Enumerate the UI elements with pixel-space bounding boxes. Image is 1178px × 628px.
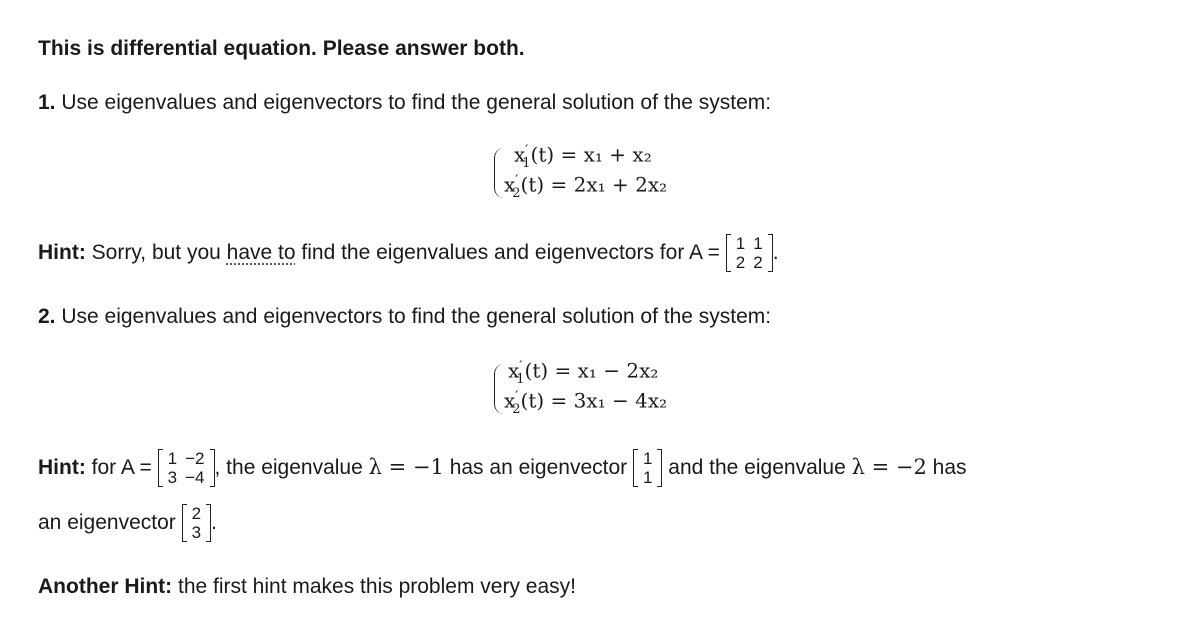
q2-lambda-1: λ = −1	[368, 455, 444, 479]
intro-text: This is differential equation. Please answer both.	[38, 37, 525, 60]
intro-line	[38, 38, 525, 59]
q2-brace	[494, 364, 504, 414]
q2-text: Use eigenvalues and eigenvectors to find the general solution of the system:	[55, 305, 772, 328]
q2-hint-label: Hint:	[38, 456, 86, 479]
q1-equation-2: $x'_2(t) = 2x_1 + 2x_2$	[504, 172, 668, 201]
q1-hint-line: Hint: Sorry, but you have to find the eigenvalues and eigenvectors for A = 1 1 2 2 .	[38, 234, 779, 273]
q1-line	[38, 92, 771, 113]
q2-system	[494, 360, 734, 424]
q1-matrix-a: 1 1 2 2	[726, 234, 773, 272]
q2-equation-2: $x'_2(t) = 3x_1 - 4x_2$	[504, 388, 668, 417]
q1-system	[494, 144, 734, 208]
q1-hint-label: Hint:	[38, 241, 86, 264]
q2-eigenvector-2: 2 3	[182, 504, 211, 542]
another-hint-line	[38, 576, 576, 597]
q2-eigenvector-1: 1 1	[633, 449, 662, 487]
q2-hint-line: Hint: for A = 1 −2 3 −4 , the eigenvalue λ = −1 has an eigenvector 1 1 and the eigenvalue λ = −2 has	[38, 449, 967, 488]
q2-equation-1: $x'_1(t) = x_1 - 2x_2$	[508, 358, 659, 387]
q1-brace	[494, 148, 504, 198]
q1-text: Use eigenvalues and eigenvectors to find the general solution of the system:	[55, 91, 772, 114]
q1-number: 1.	[38, 91, 56, 114]
q2-lambda-2: λ = −2	[851, 455, 927, 479]
q2-number: 2.	[38, 305, 56, 328]
another-hint-label: Another Hint:	[38, 575, 173, 598]
q1-equation-1: $x'_1(t) = x_1 + x_2$	[514, 142, 652, 171]
q1-hint-underlined: have to	[226, 241, 296, 264]
q2-line	[38, 306, 771, 327]
q2-hint-line-2: an eigenvector 2 3 .	[38, 504, 217, 543]
another-hint-text: the first hint makes this problem very easy!	[172, 575, 576, 598]
q2-matrix-a: 1 −2 3 −4	[158, 449, 215, 487]
